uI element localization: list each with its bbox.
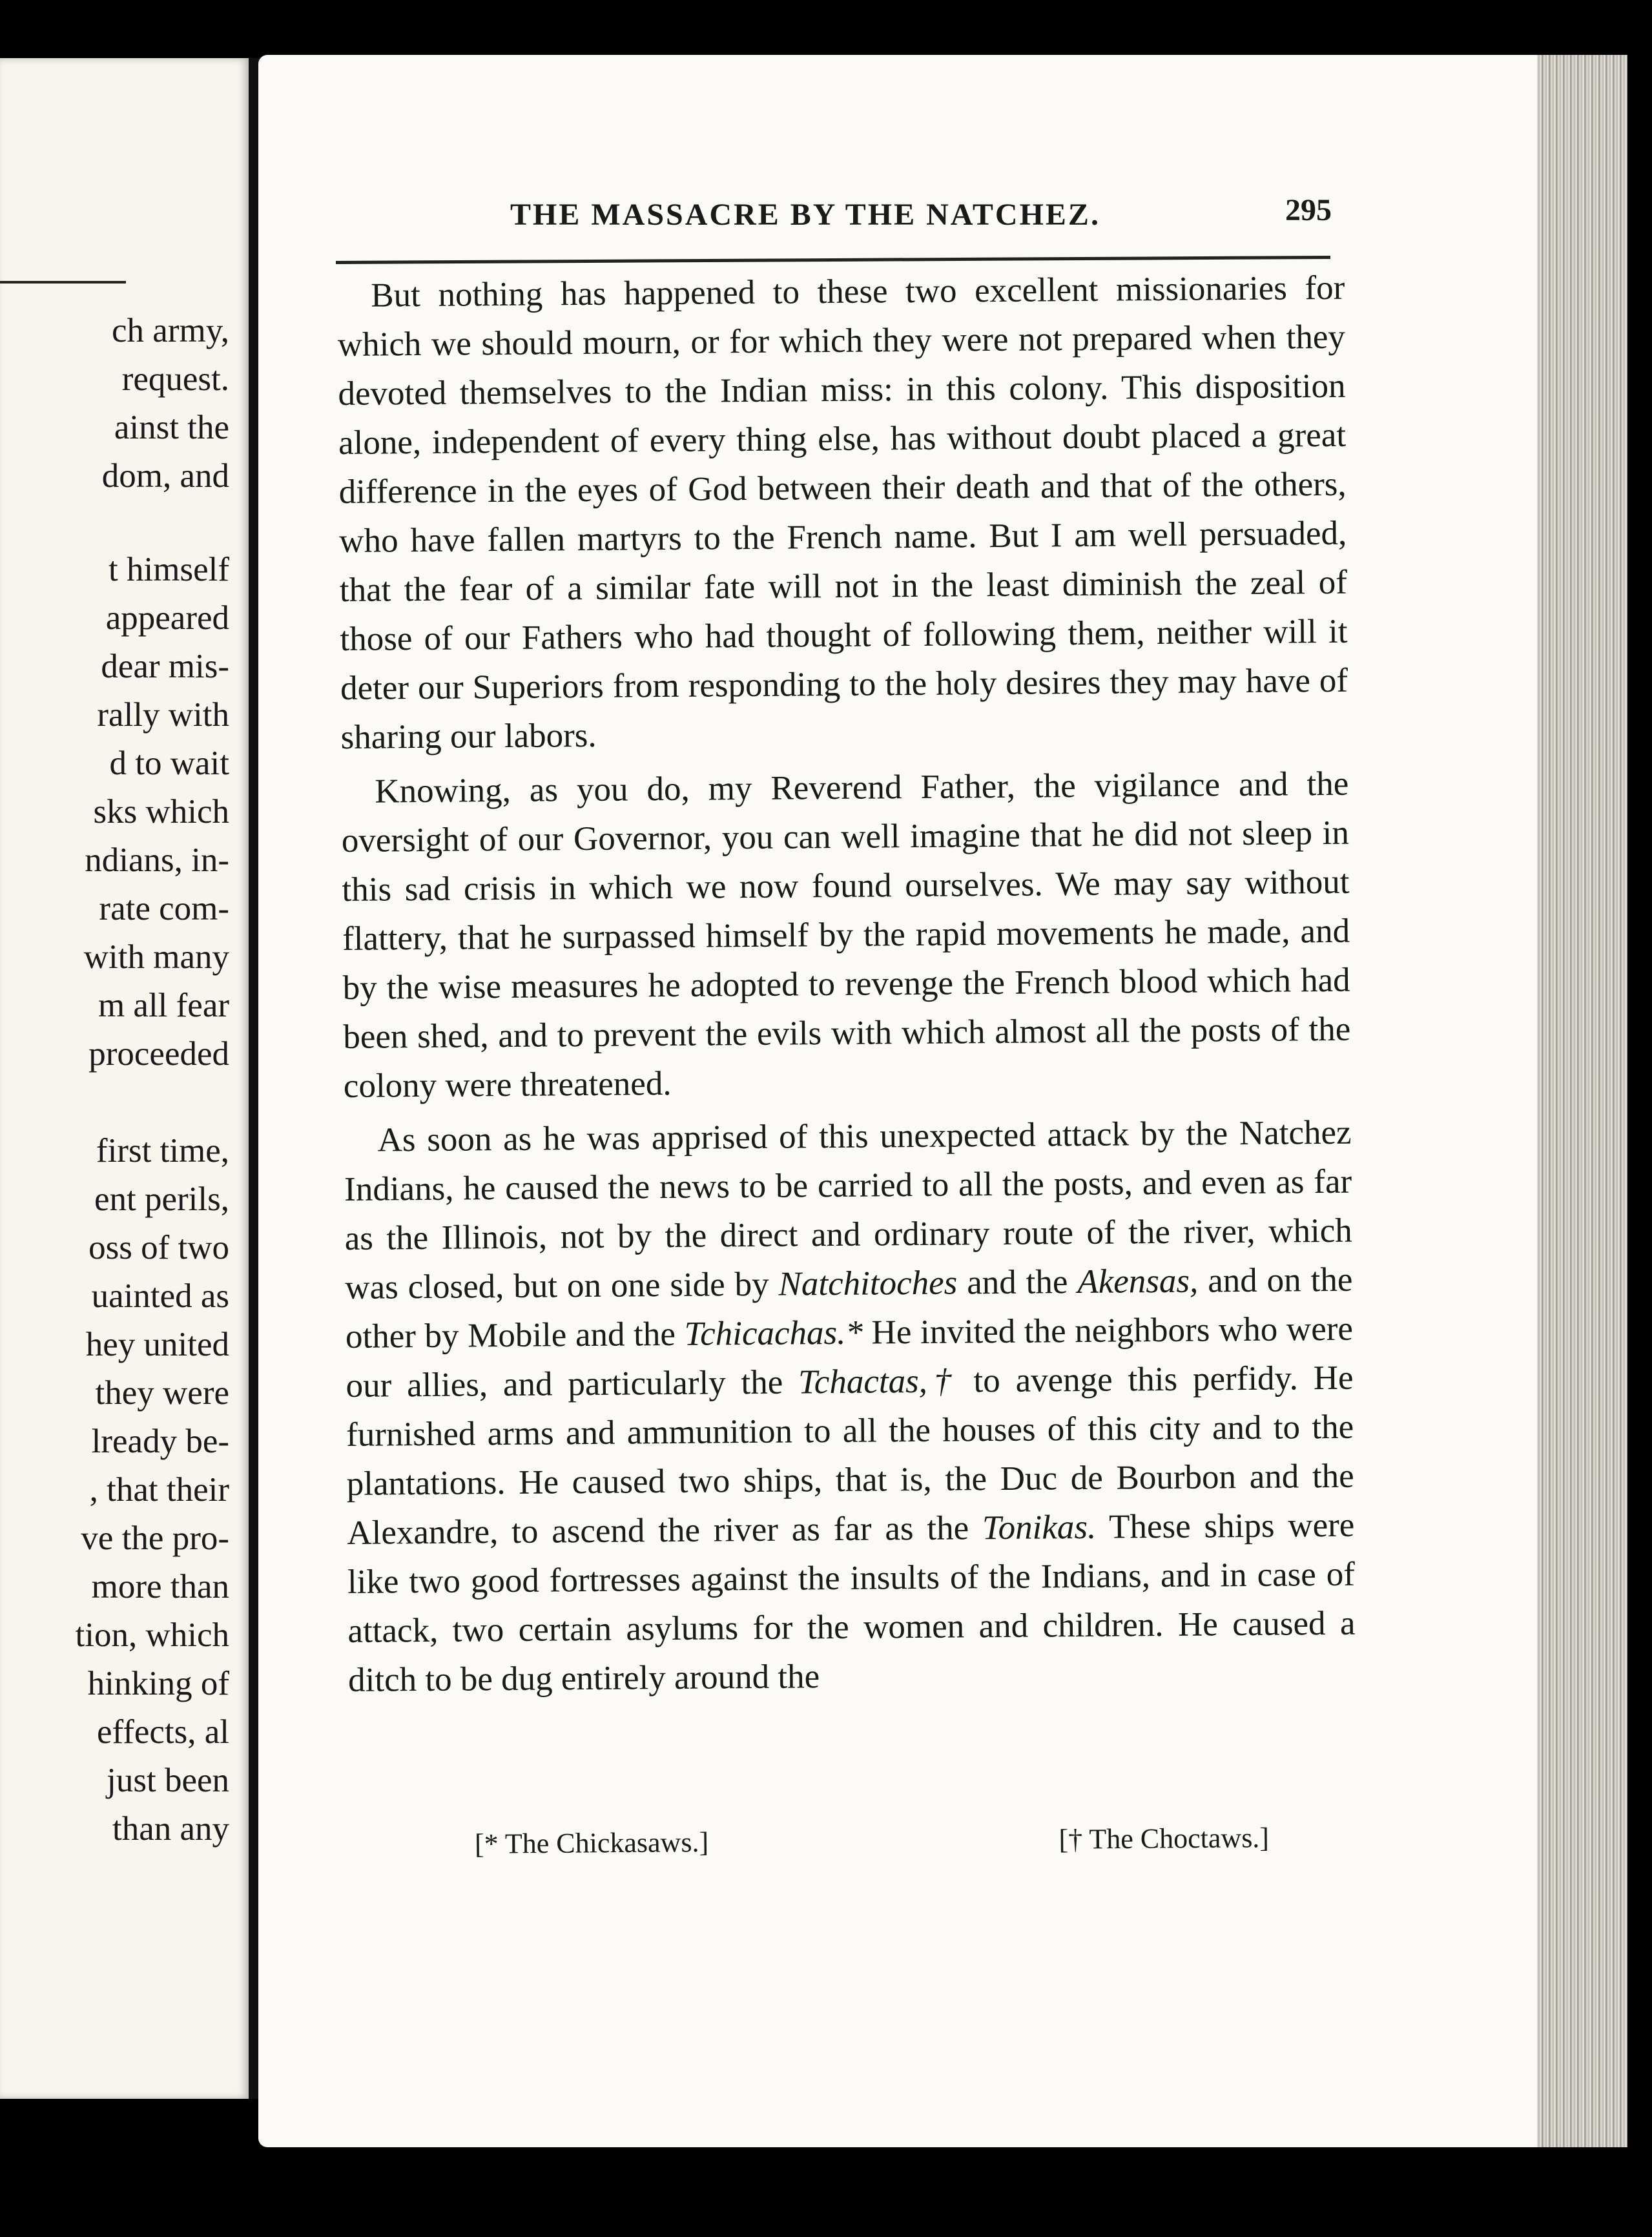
text-run: These ships were like two good fortresses against the insults of the Indians, and in case of attack, two certain asylums for the women and children. He caused a ditch to be dug entirely around the xyxy=(347,1506,1356,1699)
left-page-line: uainted as xyxy=(91,1277,229,1315)
left-page-line: ndians, in- xyxy=(85,841,229,879)
left-page-line: ent perils, xyxy=(94,1180,229,1218)
left-page-line: effects, al xyxy=(96,1713,229,1751)
paragraph: But nothing has happened to these two excellent missionaries for which we should mourn, or for which they were not prepared when they devoted themselves to the Indian miss: in this colony. This disposition alone, independent of every thing else, has without doubt placed a great difference in the eyes of God between their death and that of the others, who have fallen martyrs to the French name. But I am well persuaded, that the fear of a similar fate will not in the least diminish the zeal of those of our Fathers who had thought of following them, neither will it deter our Superiors from responding to the holy desires they may have of sharing our labors. xyxy=(337,269,1348,756)
left-page-line: ainst the xyxy=(114,409,229,446)
left-page-line: more than xyxy=(91,1568,229,1605)
left-page-line: than any xyxy=(112,1810,229,1848)
left-page-line: request. xyxy=(121,360,229,398)
left-page-line: appeared xyxy=(105,599,229,637)
italic-place-name: Akensas, xyxy=(1077,1262,1199,1301)
scan-border-bottom xyxy=(0,2147,1652,2237)
left-page-line: hinking of xyxy=(87,1665,229,1702)
scan-border-top xyxy=(0,0,1652,58)
left-page-line: , that their xyxy=(89,1471,229,1509)
left-page-line: just been xyxy=(107,1762,229,1799)
paragraph xyxy=(344,1108,1356,1705)
left-page-line: rally with xyxy=(97,696,229,734)
left-page-line: hey united xyxy=(85,1326,229,1363)
text-run: and on the other by Mobile and the xyxy=(345,1261,1353,1356)
paragraph: Knowing, as you do, my Reverend Father, the vigilance and the oversight of our Governor, you can well imagine that he did not sleep in this sad crisis in which we now found ourselves. We may say without flattery, that he surpassed himself by the rapid movements he made, and by the wise measures he adopted to revenge the French blood which had been shed, and to prevent the evils with which almost all the posts of the colony were threatened. xyxy=(341,765,1351,1105)
left-page-line: lready be- xyxy=(91,1423,229,1460)
left-page-line: dom, and xyxy=(101,457,229,495)
left-page-line: sks which xyxy=(93,793,229,830)
italic-place-name: Tonikas. xyxy=(982,1508,1097,1547)
left-page-line: ch army, xyxy=(112,312,229,349)
left-page-line: t himself xyxy=(108,551,229,588)
page-number: 295 xyxy=(1285,193,1332,227)
left-page-line: dear mis- xyxy=(101,648,229,685)
italic-place-name: Natchitoches xyxy=(778,1264,958,1303)
left-page-line: oss of two xyxy=(88,1229,229,1266)
left-page-line: with many xyxy=(83,938,229,976)
text-run: As soon as he was apprised of this unexpected attack by the Natchez Indians, he caused the news to be carried to all the posts, and even as far as the Illinois, not by the direct and ordinary route of the river, which was closed, but on one side by xyxy=(344,1113,1352,1306)
left-page-line: they were xyxy=(95,1374,229,1412)
footnote-choctaws: [† The Choctaws.] xyxy=(1058,1822,1270,1855)
left-page-line: tion, which xyxy=(75,1616,229,1654)
left-page-line: m all fear xyxy=(98,987,229,1024)
left-page-line: ve the pro- xyxy=(81,1520,229,1557)
left-page-rule xyxy=(0,281,126,283)
italic-place-name: Tchactas,† xyxy=(798,1362,958,1401)
left-page-line: rate com- xyxy=(99,890,229,927)
left-page xyxy=(0,58,249,2099)
left-page-line: d to wait xyxy=(109,745,229,782)
body-text xyxy=(337,263,1356,1710)
page-edges xyxy=(1537,55,1627,2147)
text-run: He invited the neighbors who were our allies, and particularly the xyxy=(346,1310,1354,1405)
running-head: THE MASSACRE BY THE NATCHEZ. xyxy=(510,198,1100,232)
italic-place-name: Tchicachas.* xyxy=(684,1314,863,1353)
left-page-line: proceeded xyxy=(88,1035,229,1073)
footnote-chickasaws: [* The Chickasaws.] xyxy=(474,1826,709,1860)
left-page-line: first time, xyxy=(96,1132,229,1170)
text-run: and the xyxy=(966,1263,1068,1302)
footnotes xyxy=(475,1821,1269,1861)
text-run: to avenge this perfidy. He furnished arms and ammunition to all the houses of this city and to the plantations. He caused two ships, that is, the Duc de Bourbon and the Alexandre, to ascend the river as far as the xyxy=(346,1359,1354,1552)
